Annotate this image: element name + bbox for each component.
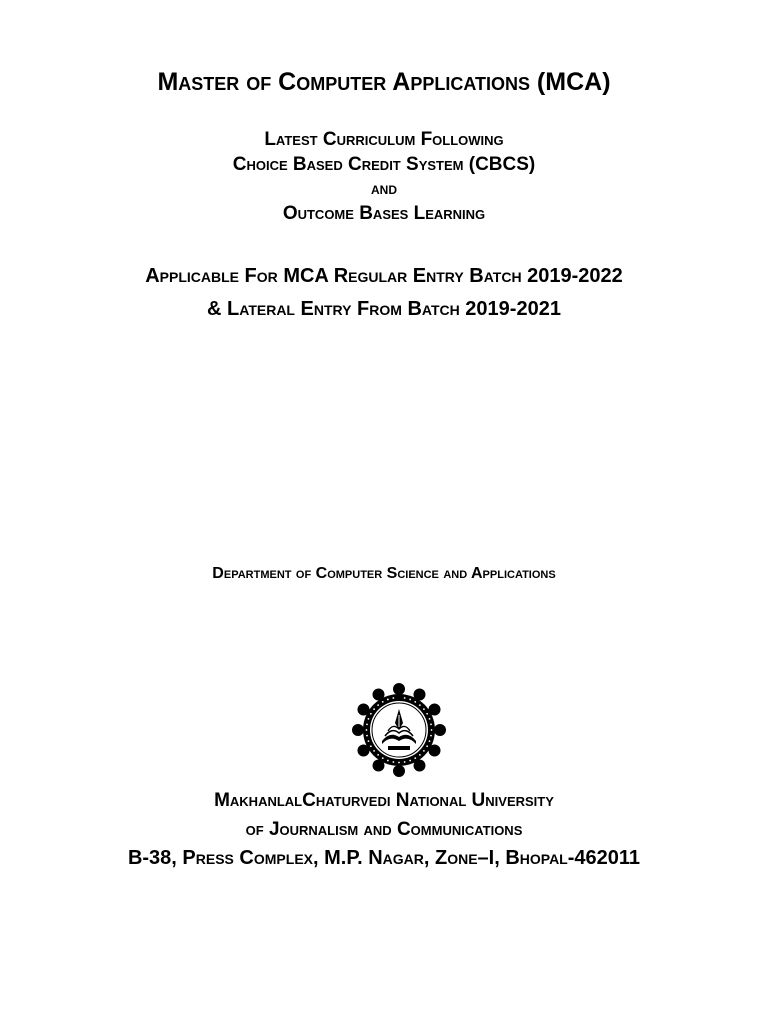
department-name: Department of Computer Science and Applications <box>212 565 556 582</box>
university-emblem-icon <box>352 683 446 777</box>
subtitle-and: and <box>371 179 397 198</box>
document-title: Master of Computer Applications (MCA) <box>157 68 611 96</box>
subtitle-curriculum: Latest Curriculum Following <box>264 129 504 150</box>
applicability-regular-entry: Applicable For MCA Regular Entry Batch 2019-2022 <box>145 265 623 287</box>
subtitle-outcome: Outcome Bases Learning <box>282 203 486 224</box>
university-name-line1: MakhanlalChaturvedi National University <box>214 790 554 811</box>
applicability-lateral-entry: & Lateral Entry From Batch 2019-2021 <box>207 298 561 320</box>
university-name-line2: of Journalism and Communications <box>245 819 523 840</box>
university-address: B-38, Press Complex, M.P. Nagar, Zone–I, Bhopal-462011 <box>127 847 641 869</box>
subtitle-cbcs: Choice Based Credit System (CBCS) <box>232 154 536 175</box>
